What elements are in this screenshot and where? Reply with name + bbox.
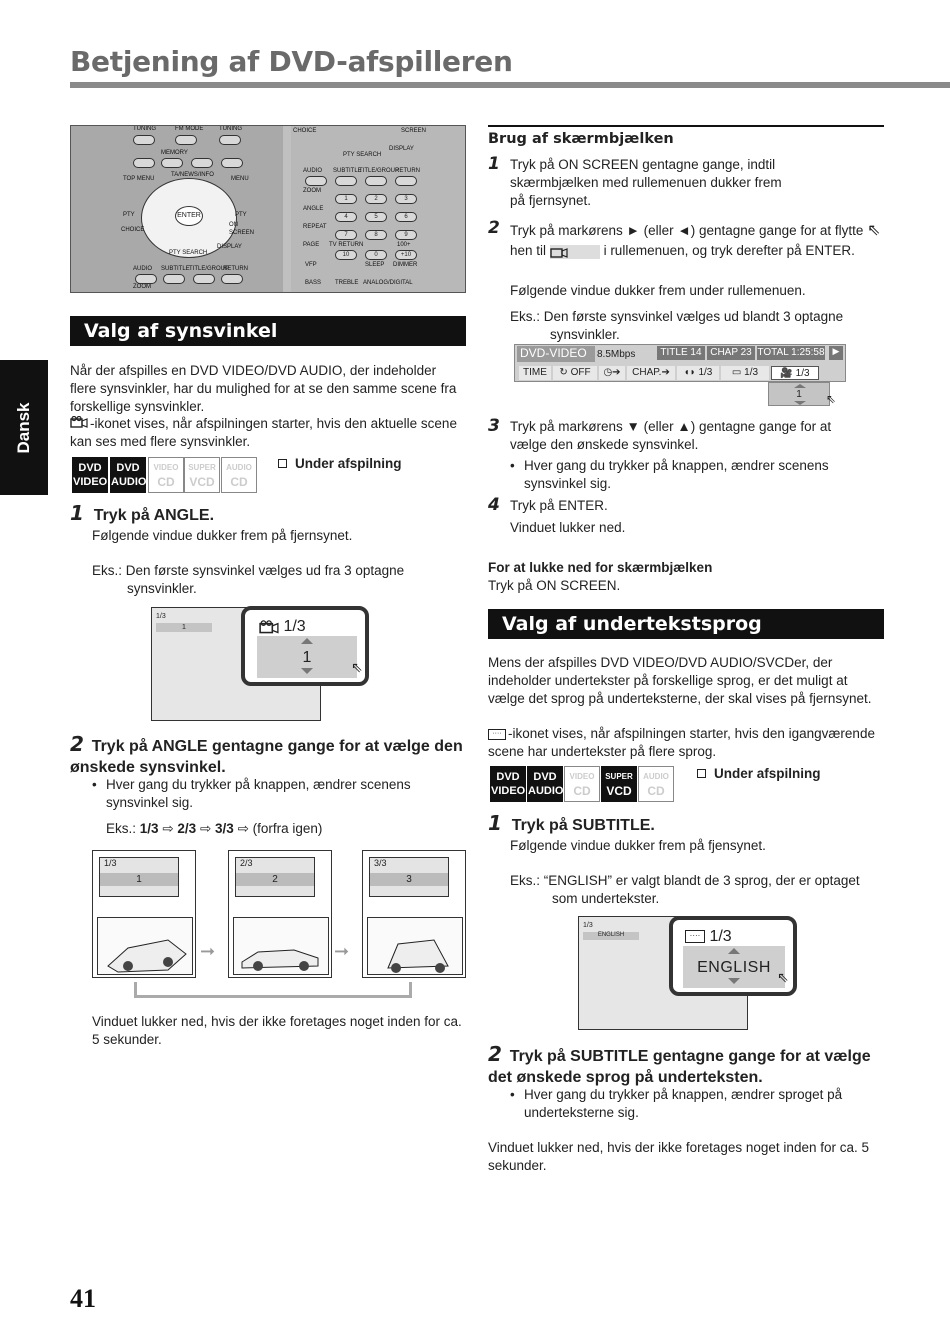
disc-badge-video-cd: VIDEO CD <box>148 457 184 493</box>
remote-label: DIMMER <box>393 262 418 268</box>
remote-label: FM MODE <box>175 126 204 132</box>
remote-label: ZOOM <box>133 284 151 290</box>
cursor-icon: ⇖ <box>826 392 837 406</box>
remote-label: TREBLE <box>335 280 359 286</box>
angle-icon: 🎥 <box>780 368 796 379</box>
subtitle-step1: 1 Tryk på SUBTITLE. <box>488 811 655 835</box>
angle-icon <box>259 620 279 634</box>
remote-label: TITLE/GROUP <box>189 266 230 272</box>
angle-step1: 1 Tryk på ANGLE. <box>70 501 215 525</box>
loop-arrow-icon <box>134 982 412 998</box>
remote-label: TUNING <box>219 126 242 132</box>
remote-label: SUBTITLE <box>161 266 190 272</box>
flow-arrow-icon: ➞ <box>334 941 350 961</box>
subtitle-osd-fraction: ···· 1/3 <box>685 926 732 947</box>
screenbar-step3: 3 Tryk på markørens ▼ (eller ▲) gentagne gange for at vælge den ønskede synsvinkel. <box>488 416 832 452</box>
subtitle-step2: 2 Tryk på SUBTITLE gentagne gange for at vælge det ønskede sprog på underteksten. <box>488 1042 871 1087</box>
subtitle-closing: Vinduet lukker ned, hvis der ikke foretages noget inden for ca. 5 sekunder. <box>488 1140 869 1173</box>
angle-button: 🎥 1/3 <box>771 366 819 380</box>
subtitle-button: ▭ 1/3 <box>721 366 769 380</box>
num-key: 8 <box>365 230 387 240</box>
angle-step2: 2 Tryk på ANGLE gentagne gange for at vælge den ønskede synsvinkel. <box>70 732 463 777</box>
subtitle-osd-callout <box>669 916 797 996</box>
audio-button: ◖◗ 1/3 <box>677 366 719 380</box>
screenbar-step1: 1 Tryk på ON SCREEN gentagne gange, indtil skærmbjælken med rullemenuen dukker frem på fjernsynet. <box>488 154 782 208</box>
screenbar-step2: 2 Tryk på markørens ► (eller ◄) gentagne gange for at flytte ⇖ hen til i rullemenuen, og tryk derefter på ENTER. <box>488 218 881 259</box>
flow-arrow-icon: ➞ <box>200 941 216 961</box>
num-key: 10 <box>335 250 357 260</box>
angle-step2-bullet: • Hver gang du trykker på knappen, ændrer scenens synsvinkel sig. <box>92 777 411 810</box>
playback-condition: Under afspilning <box>697 765 821 783</box>
remote-label: AUDIO <box>133 266 153 272</box>
chapter-button: CHAP.➔ <box>627 366 675 380</box>
remote-label: AUDIO <box>303 168 323 174</box>
car-scene-2 <box>233 917 329 975</box>
car-scene-3 <box>367 917 463 975</box>
remote-label: ANALOG/DIGITAL <box>363 280 413 286</box>
disc-badge-dvd-audio: DVD AUDIO <box>527 766 563 802</box>
cursor-icon: ⇖ <box>351 659 363 675</box>
num-key: 9 <box>395 230 417 240</box>
disc-badge-dvd-video: DVD VIDEO <box>490 766 526 802</box>
remote-label: CHOICE <box>121 227 145 233</box>
right-column-rule <box>488 125 884 127</box>
disc-badge-super-vcd: SUPER VCD <box>184 457 220 493</box>
subtitle-step1-example: Eks.: “ENGLISH” er valgt blandt de 3 sprog, der er optaget som undertekster. <box>510 873 860 906</box>
remote-illustration <box>70 125 466 293</box>
num-key: 5 <box>365 212 387 222</box>
remote-label: SLEEP <box>365 262 385 268</box>
screenbar-step2-follow: Følgende vindue dukker frem under rullemenuen. <box>510 283 806 298</box>
disc-badge-audio-cd: AUDIO CD <box>221 457 257 493</box>
cursor-icon: ⇖ <box>777 969 789 985</box>
car-scene-1 <box>97 917 193 975</box>
close-heading: For at lukke ned for skærmbjælken <box>488 560 713 575</box>
angle-sequence: Eks.: 1/3 ⇨ 2/3 ⇨ 3/3 ⇨ (forfra igen) <box>106 821 323 836</box>
num-key: 2 <box>365 194 387 204</box>
disc-badge-dvd-audio: DVD AUDIO <box>110 457 146 493</box>
audio-icon: ◖◗ <box>683 367 699 378</box>
next-arrow-icon: ⇨ <box>237 821 249 836</box>
repeat-button: ↻ OFF <box>553 366 597 380</box>
disc-badge-super-vcd: SUPER VCD <box>601 766 637 802</box>
remote-label: 100+ <box>397 242 411 248</box>
angle-thumb-3: 3/3 3 <box>362 850 466 978</box>
remote-label: ON SCREEN <box>229 222 255 236</box>
checkbox-icon <box>278 459 287 468</box>
screenbar-step2-example: Eks.: Den første synsvinkel vælges ud blandt 3 optagne synsvinkler. <box>510 309 844 342</box>
remote-label: VFP <box>305 262 317 268</box>
remote-label: PTY <box>235 212 247 218</box>
language-tab <box>0 360 48 495</box>
angle-intro: Når der afspilles en DVD VIDEO/DVD AUDIO, der indeholder flere synsvinkler, har du mulighed for at se den samme scene fra forskellige synsvinkler. <box>70 363 457 414</box>
angle-thumb-2: 2/3 2 <box>228 850 332 978</box>
num-key: 7 <box>335 230 357 240</box>
subtitle-step1-text: Følgende vindue dukker frem på fjensynet. <box>510 838 766 853</box>
num-key: 6 <box>395 212 417 222</box>
remote-label: MEMORY <box>161 150 188 156</box>
cursor-icon: ⇖ <box>867 222 881 239</box>
subtitle-icon-note: ···· -ikonet vises, når afspilningen starter, hvis den igangværende scene har undertekster på flere sprog. <box>488 726 875 759</box>
section-heading-subtitle: Valg af undertekstsprog <box>488 609 884 639</box>
disc-badge-dvd-video: DVD VIDEO <box>72 457 108 493</box>
subtitle-icon: ···· <box>488 729 506 740</box>
disc-badge-video-cd: VIDEO CD <box>564 766 600 802</box>
remote-label: TUNING <box>133 126 156 132</box>
remote-label: PTY SEARCH <box>343 152 382 158</box>
remote-label: ANGLE <box>303 206 324 212</box>
remote-label: REPEAT <box>303 224 327 230</box>
screenbar-step3-bullet: • Hver gang du trykker på knappen, ændrer scenens synsvinkel sig. <box>510 458 829 491</box>
angle-icon-note <box>70 415 466 451</box>
angle-icon <box>70 415 90 433</box>
num-key: 4 <box>335 212 357 222</box>
angle-osd-callout <box>241 606 369 686</box>
remote-label: DISPLAY <box>217 244 242 250</box>
remote-label: PTY <box>123 212 135 218</box>
angle-closing: Vinduet lukker ned, hvis der ikke foretages noget inden for ca. 5 sekunder. <box>92 1014 462 1047</box>
play-icon: ▶ <box>829 346 843 360</box>
title-rule <box>70 82 950 88</box>
on-screen-bar: DVD-VIDEO 8.5Mbps TITLE 14 CHAP 23 TOTAL 1:25:58 ▶ TIME ↻ OFF ◷➔ CHAP.➔ ◖◗ 1/3 ▭ 1/3 🎥 1/3 <box>514 344 846 382</box>
time-button[interactable]: TIME <box>519 366 551 380</box>
remote-label: SUBTITLE <box>333 168 362 174</box>
checkbox-icon <box>697 769 706 778</box>
screenbar-step4: 4 Tryk på ENTER. <box>488 495 608 515</box>
clock-icon[interactable]: ◷➔ <box>599 366 625 380</box>
remote-label: RETURN <box>223 266 248 272</box>
subtitle-icon: ···· <box>685 930 705 943</box>
num-key: 0 <box>365 250 387 260</box>
remote-label: RETURN <box>395 168 420 174</box>
remote-label: SCREEN <box>401 128 427 134</box>
playback-condition: Under afspilning <box>278 455 402 473</box>
subtitle-icon: ▭ <box>731 367 745 378</box>
remote-label: ZOOM <box>303 188 321 194</box>
remote-label: TITLE/GROUP <box>359 168 400 174</box>
language-tab-label: Dansk <box>13 401 33 454</box>
angle-dropdown: 1 <box>768 382 830 406</box>
subtitle-intro: Mens der afspilles DVD VIDEO/DVD AUDIO/SVCDer, der indeholder undertekster på forskellige sprog, er det muligt at vælge det sprog på underteksterne, der skal vises på fjernsynet. <box>488 655 872 706</box>
remote-label: PAGE <box>303 242 320 248</box>
num-key: 1 <box>335 194 357 204</box>
mini-osd: 1/3 ENGLISH <box>583 921 639 951</box>
num-key: +10 <box>395 250 417 260</box>
subtitle-osd-select: ENGLISH <box>683 946 785 988</box>
angle-osd-select: 1 <box>257 636 357 678</box>
next-arrow-icon: ⇨ <box>162 821 174 836</box>
arrow-right-icon: ➔ <box>661 367 670 378</box>
repeat-icon: ↻ <box>559 367 571 378</box>
angle-icon-note-text: -ikonet vises, når afspilningen starter, hvis den aktuelle scene kan ses med flere synsvinkler. <box>70 416 457 449</box>
page-title: Betjening af DVD-afspilleren <box>70 45 513 78</box>
remote-label: TA/NEWS/INFO <box>171 172 214 178</box>
remote-label: MENU <box>231 176 249 182</box>
screenbar-step4-follow: Vinduet lukker ned. <box>510 520 626 535</box>
mini-osd: 1/3 1 <box>156 612 212 642</box>
enter-key: ENTER <box>175 206 203 226</box>
angle-thumb-1: 1/3 1 <box>92 850 196 978</box>
num-key: 3 <box>395 194 417 204</box>
angle-step1-text: Følgende vindue dukker frem på fjernsynet. <box>92 528 353 543</box>
close-text: Tryk på ON SCREEN. <box>488 578 621 593</box>
subtitle-step2-bullet: • Hver gang du trykker på knappen, ændrer sproget på underteksterne sig. <box>510 1087 843 1120</box>
remote-label: DISPLAY <box>389 146 414 152</box>
remote-label: BASS <box>305 280 322 286</box>
remote-label: TOP MENU <box>123 176 155 182</box>
screenbar-heading: Brug af skærmbjælken <box>488 131 674 147</box>
angle-step1-example: Eks.: Den første synsvinkel vælges ud fra 3 optagne synsvinkler. <box>92 563 405 596</box>
disc-badge-audio-cd: AUDIO CD <box>638 766 674 802</box>
section-heading-angle: Valg af synsvinkel <box>70 316 466 346</box>
remote-label: PTY SEARCH <box>169 250 208 256</box>
angle-icon-box <box>550 245 600 259</box>
remote-label: TV RETURN <box>329 242 364 248</box>
remote-label: CHOICE <box>293 128 317 134</box>
page-number: 41 <box>70 1284 96 1313</box>
angle-osd-fraction: 1/3 <box>259 616 306 637</box>
next-arrow-icon: ⇨ <box>199 821 212 836</box>
